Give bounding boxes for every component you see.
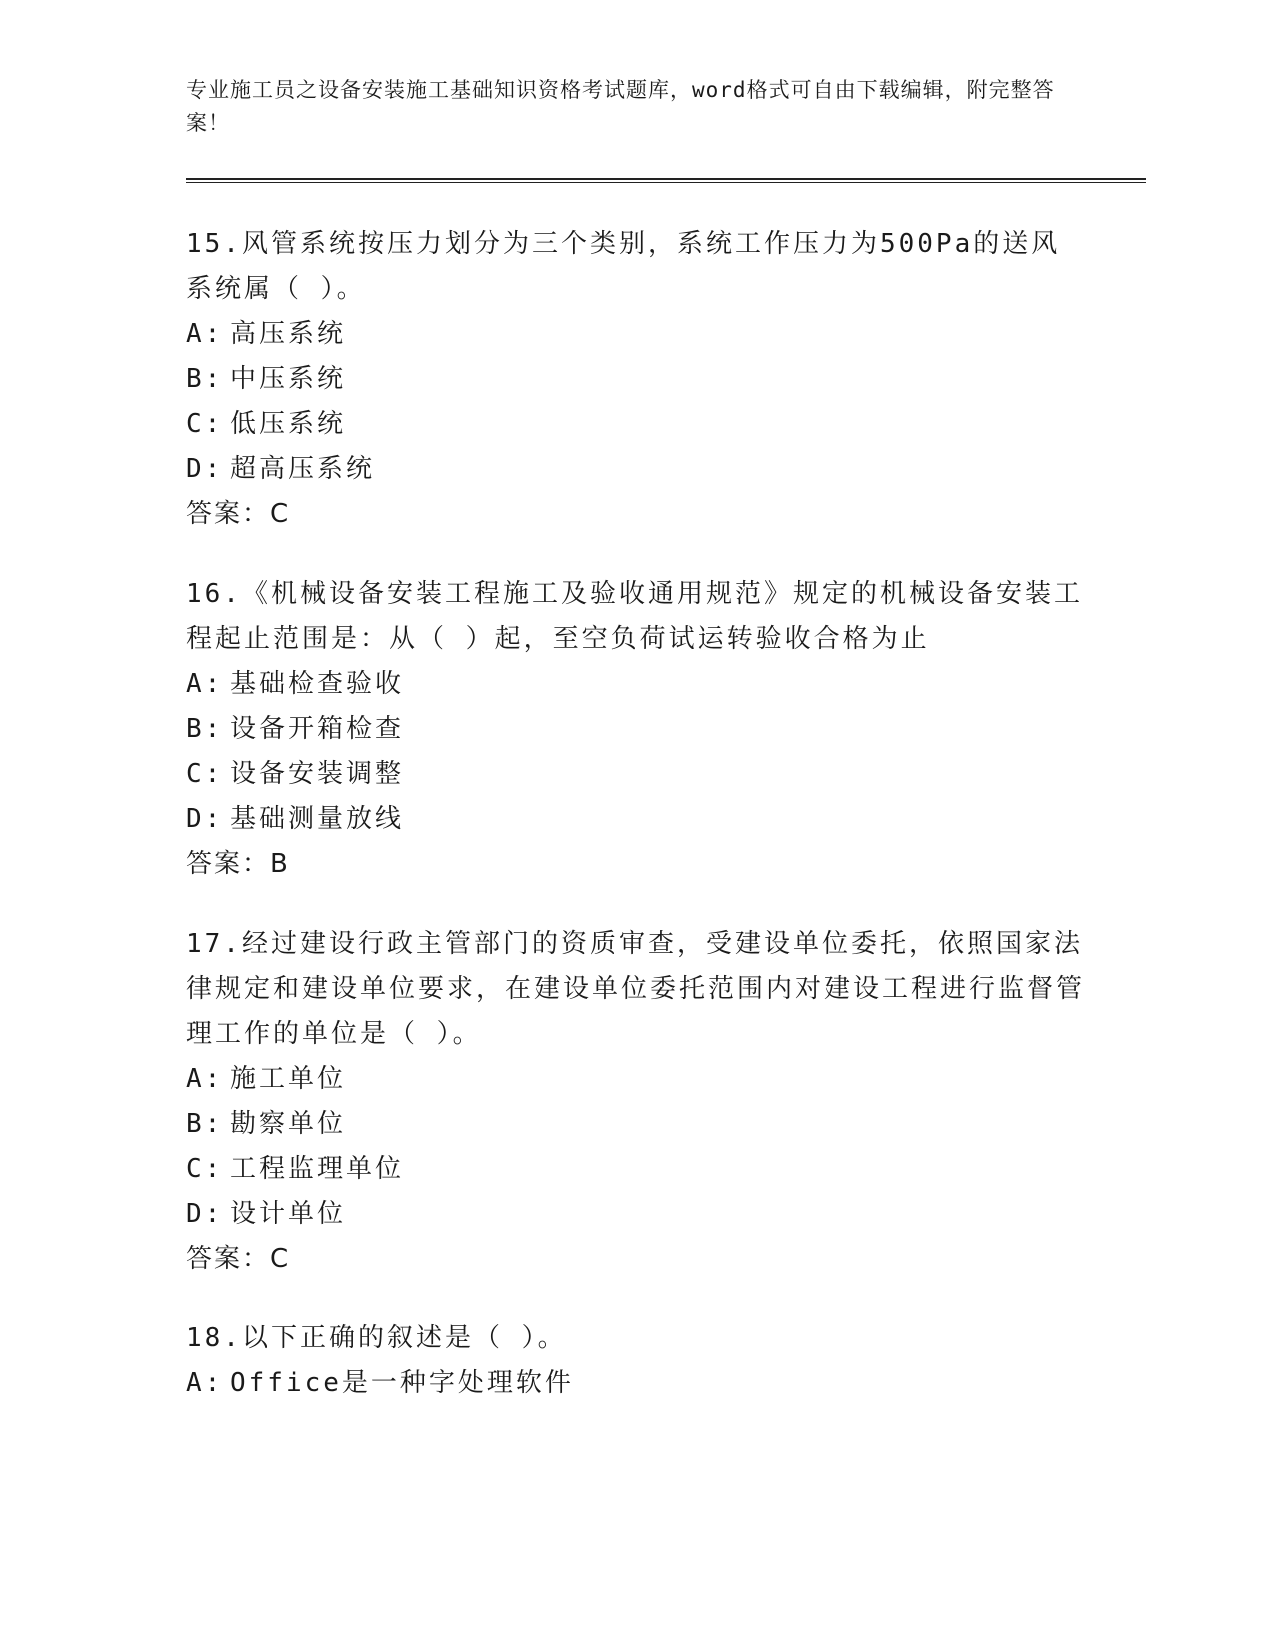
option-letter: A: [186, 1064, 224, 1094]
option-b [186, 1102, 1086, 1147]
question-stem: 17.经过建设行政主管部门的资质审查，受建设单位委托，依照国家法律规定和建设单位要求，在建设单位委托范围内对建设工程进行监督管理工作的单位是（ ）。 [186, 929, 1086, 1049]
option-c [186, 752, 1086, 797]
answer-label: 答案：B [186, 849, 290, 879]
question-15 [186, 222, 1086, 537]
option-d [186, 797, 1086, 842]
option-letter: A: [186, 319, 224, 349]
option-d [186, 447, 1086, 492]
option-letter: D: [186, 804, 224, 834]
answer-label: 答案：C [186, 1244, 291, 1274]
option-letter: C: [186, 1154, 224, 1184]
option-c [186, 1147, 1086, 1192]
option-b [186, 357, 1086, 402]
document-intro: 专业施工员之设备安装施工基础知识资格考试题库，word格式可自由下载编辑，附完整答案！ [186, 78, 1055, 135]
option-text: 中压系统 [230, 364, 347, 394]
option-c [186, 402, 1086, 447]
option-d [186, 1192, 1086, 1237]
option-a [186, 1057, 1086, 1102]
option-letter: C: [186, 409, 224, 439]
option-text: 基础检查验收 [230, 669, 405, 699]
option-letter: B: [186, 1109, 224, 1139]
option-a [186, 662, 1086, 707]
option-a [186, 312, 1086, 357]
option-text: 设备安装调整 [230, 759, 405, 789]
option-letter: A: [186, 1368, 224, 1398]
option-text: 设计单位 [230, 1199, 347, 1229]
option-text: 工程监理单位 [230, 1154, 405, 1184]
option-b [186, 707, 1086, 752]
question-17 [186, 922, 1086, 1282]
option-text: 施工单位 [230, 1064, 347, 1094]
question-stem: 16.《机械设备安装工程施工及验收通用规范》规定的机械设备安装工程起止范围是：从（ ）起，至空负荷试运转验收合格为止 [186, 579, 1083, 654]
option-text: 高压系统 [230, 319, 347, 349]
option-text: 基础测量放线 [230, 804, 405, 834]
question-18 [186, 1316, 1086, 1406]
header-divider [186, 178, 1146, 183]
option-letter: B: [186, 364, 224, 394]
option-text: Office是一种字处理软件 [230, 1368, 574, 1398]
option-letter: A: [186, 669, 224, 699]
option-letter: B: [186, 714, 224, 744]
option-text: 勘察单位 [230, 1109, 347, 1139]
option-text: 超高压系统 [230, 454, 376, 484]
question-stem: 15.风管系统按压力划分为三个类别，系统工作压力为500Pa的送风系统属（ ）。 [186, 229, 1061, 304]
option-letter: D: [186, 454, 224, 484]
question-stem: 18.以下正确的叙述是（ ）。 [186, 1323, 567, 1353]
option-letter: C: [186, 759, 224, 789]
option-text: 低压系统 [230, 409, 347, 439]
question-16 [186, 572, 1086, 887]
option-letter: D: [186, 1199, 224, 1229]
option-a [186, 1361, 1086, 1406]
option-text: 设备开箱检查 [230, 714, 405, 744]
answer-label: 答案：C [186, 499, 291, 529]
